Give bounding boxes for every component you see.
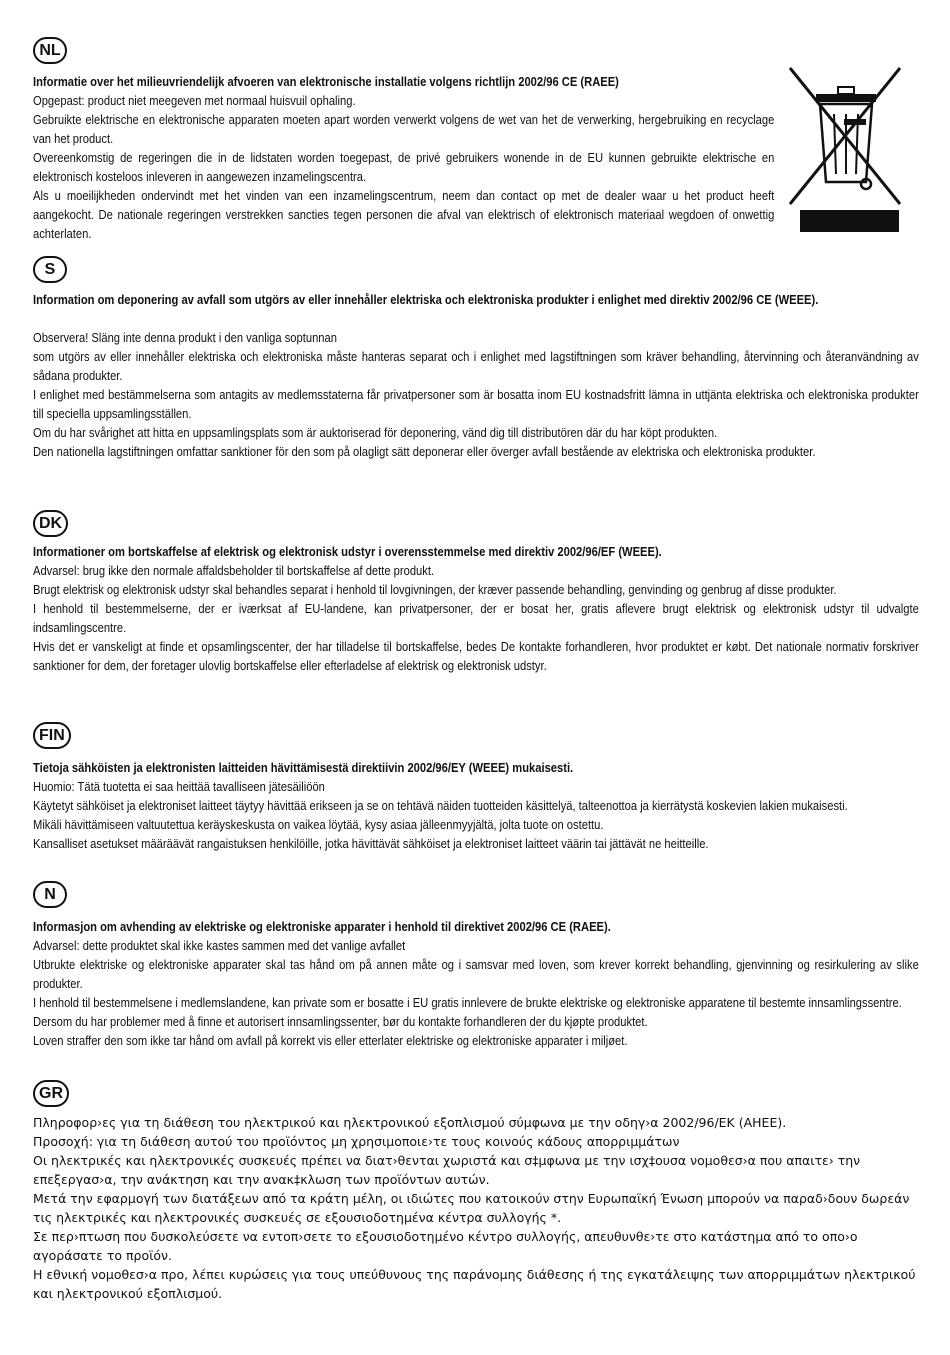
paragraph: Observera! Släng inte denna produkt i den vanliga soptunnan [33,330,337,345]
weee-bin-icon [786,64,906,234]
paragraph: Hvis det er vanskeligt at finde et opsamlingscenter, der har tilladelse til bortskaffelse, bedes De kontakte forhandleren, hvor produktet er købt. Det nationale normativ forskriver sanktioner for dem, der foretager ulovlig bortskaffelse eller efterladelse af elektrisk og elektronisk udstyr. [33,639,919,673]
paragraph: Dersom du har problemer med å finne et autorisert innsamlingssenter, bør du kontakte forhandleren der du kjøpte produktet. [33,1014,648,1029]
paragraph: Σε περ›πτωση που δυσκολεύσετε να εντοπ›σετε το εξουσιοδοτημένο κέντρο συλλογής, απευθυνθε›τε στο κατάστημα από το οπο›ο αγοράσατε το προϊόν. [33,1229,858,1263]
paragraph: Als u moeilijkheden ondervindt met het vinden van een inzamelingscentrum, neem dan contact op met de dealer waar u het product heeft aangekocht. De nationale regeringen verstrekken sancties tegen personen die afval van elektrisch of elektronisch materiaal wegdoen of onwettig achterlaten. [33,188,775,241]
paragraph: Huomio: Tätä tuotetta ei saa heittää tavalliseen jätesäiliöön [33,779,325,794]
paragraph: Advarsel: brug ikke den normale affaldsbeholder til bortskaffelse af dette produkt. [33,563,435,578]
lang-badge-fin: FIN [33,722,71,749]
paragraph: Advarsel: dette produktet skal ikke kastes sammen med det vanlige avfallet [33,938,406,953]
section-body-dk [33,561,919,675]
paragraph: Käytetyt sähköiset ja elektroniset laitteet täytyy hävittää erikseen ja se on tehtävä näiden tuotteiden käsittelyä, talteenottoa ja kierrätystä koskevien lakien mukaisesti. [33,798,848,813]
section-body-gr [33,1113,918,1303]
paragraph: Gebruikte elektrische en elektronische apparaten moeten apart worden verwerkt volgens de wet van het de verwerking, hergebruiking en recyclage van het product. [33,112,775,146]
paragraph: Opgepast: product niet meegeven met normaal huisvuil ophaling. [33,93,356,108]
paragraph: Η εθνική νομοθεσ›α προ, λέπει κυρώσεις για τους υπεύθυνους της παράνομης διάθεσης ή της εγκατάλειψης των απορριμμάτων ηλεκτρικού και ηλεκτρονικού εξοπλισμού. [33,1267,916,1301]
paragraph: Οι ηλεκτρικές και ηλεκτρονικές συσκευές πρέπει να διατ›θενται χωριστά και σ‡μφωνα με την ισχ‡ουσα νομοθεσ›α που απαιτε› την επεξεργασ›α, την ανάκτηση και την ανακ‡κλωση των προϊόντων αυτών. [33,1153,861,1187]
section-heading-nl: Informatie over het milieuvriendelijk afvoeren van elektronische installatie volgens richtlijn 2002/96 CE (RAEE) [33,74,619,89]
section-heading-fin: Tietoja sähköisten ja elektronisten laitteiden hävittämisestä direktiivin 2002/96/EY (WEEE) mukaisesti. [33,760,574,775]
section-body-n [33,936,919,1050]
paragraph: Προσοχή: για τη διάθεση αυτού του προϊόντος μη χρησιμοποιε›τε τους κοινούς κάδους απορριμμάτων [33,1134,680,1149]
section-heading-dk: Informationer om bortskaffelse af elektrisk og elektronisk udstyr i overensstemmelse med direktiv 2002/96/EF (WEEE). [33,544,662,559]
paragraph: Om du har svårighet att hitta en uppsamlingsplats som är auktoriserad för deponering, vänd dig till distributören där du har köpt produkten. [33,425,718,440]
section-body-nl [33,91,774,243]
section-heading-n: Informasjon om avhending av elektriske og elektroniske apparater i henhold til direktivet 2002/96 CE (RAEE). [33,919,611,934]
paragraph: Den nationella lagstiftningen omfattar sanktioner för den som på olagligt sätt deponerar eller överger avfall bestående av elektriska och elektroniska produkter. [33,444,816,459]
paragraph: Overeenkomstig de regeringen die in de lidstaten worden toegepast, de privé gebruikers wonende in de EU kunnen gebruikte elektrische en elektronisch kosteloos inleveren in aangewezen inzamelingscentra. [33,150,775,184]
lang-badge-nl: NL [33,37,67,64]
section-body-fin [33,777,919,853]
paragraph: Mikäli hävittämiseen valtuutettua keräyskeskusta on vaikea löytää, kysy asiaa jälleenmyyjältä, jolta tuote on ostettu. [33,817,604,832]
weee-black-bar [800,210,899,232]
lang-badge-n: N [33,881,67,908]
paragraph: Utbrukte elektriske og elektroniske apparater skal tas hånd om på annen måte og i samsvar med loven, som krever korrekt behandling, gjenvinning og resirkulering av slike produkter. [33,957,919,991]
paragraph: Μετά την εφαρμογή των διατάξεων από τα κράτη μέλη, οι ιδιώτες που κατοικούν στην Ευρωπαϊκή Ένωση μπορούν να παραδ›δουν δωρεάν τις ηλεκτρικές και ηλεκτρονικές συσκευές σε εξουσιοδοτημένα κέντρα συλλογής *. [33,1191,910,1225]
paragraph: I henhold til bestemmelsene i medlemslandene, kan private som er bosatte i EU gratis innlevere de brukte elektriske og elektroniske apparatene til bestemte innsamlingssentre. [33,995,902,1010]
paragraph: I henhold til bestemmelserne, der er iværksat af EU-landene, kan privatpersoner, der er bosat her, gratis aflevere brugt elektrisk og elektronisk udstyr til udvalgte indsamlingscentre. [33,601,919,635]
lang-badge-gr: GR [33,1080,69,1107]
paragraph: Kansalliset asetukset määräävät rangaistuksen henkilöille, jotka hävittävät sähköiset ja elektroniset laitteet väärin tai jättävät ne heitteille. [33,836,709,851]
paragraph: I enlighet med bestämmelserna som antagits av medlemsstaterna får privatpersoner som är bosatta inom EU kostnadsfritt lämna in uttjänta elektriska och elektroniska produkter till speciella uppsamlingsställen. [33,387,919,421]
paragraph: Loven straffer den som ikke tar hånd om avfall på korrekt vis eller etterlater elektriske og elektroniske apparater i miljøet. [33,1033,628,1048]
section-body-s [33,328,919,461]
lang-badge-s: S [33,256,67,283]
paragraph: som utgörs av eller innehåller elektriska och elektroniska måste hanteras separat och i enlighet med lagstiftningen som kräver behandling, återvinning och återanvändning av sådana produkter. [33,349,919,383]
paragraph: Brugt elektrisk og elektronisk udstyr skal behandles separat i henhold til lovgivningen, der kræver passende behandling, genvinding og genbrug af disse produkter. [33,582,837,597]
section-heading-s: Information om deponering av avfall som utgörs av eller innehåller elektriska och elektroniska produkter i enlighet med direktiv 2002/96 CE (WEEE). [33,292,819,307]
lang-badge-dk: DK [33,510,68,537]
paragraph: Πληροφορ›ες για τη διάθεση του ηλεκτρικού και ηλεκτρονικού εξοπλισμού σύμφωνα με την οδηγ›α 2002/96/EK (AHEE). [33,1115,787,1130]
